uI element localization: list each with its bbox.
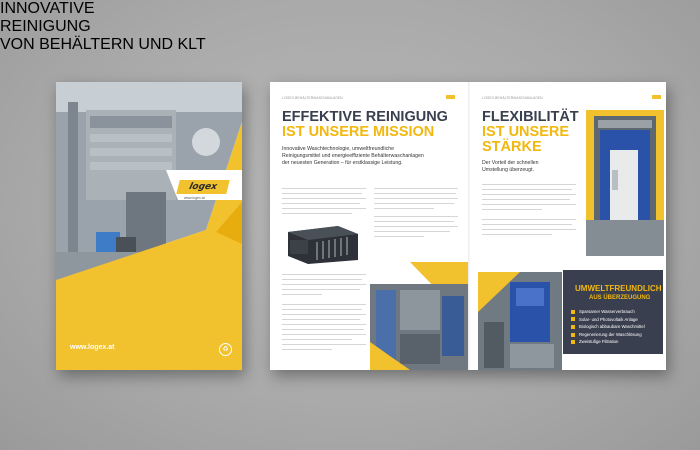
cover-url: www.logex.at — [70, 344, 115, 351]
eco-features-box — [563, 270, 663, 354]
left-heading-dark: EFFEKTIVE REINIGUNG — [282, 109, 448, 125]
right-bottom-photo — [470, 262, 562, 370]
eco-item-label: Biologisch abbaubare Waschmittel — [579, 324, 645, 330]
eco-item-label: Regenerierung der Waschlösung — [579, 331, 642, 337]
right-page-number-badge — [652, 95, 661, 99]
right-lead-line: Der Vorteil der schnellen — [482, 160, 539, 166]
right-lead-line: Umstellung überzeugt. — [482, 167, 534, 173]
eco-list-item — [571, 316, 645, 324]
cover-title-line3: VON BEHÄLTERN UND KLT — [0, 36, 206, 53]
eco-subtitle: AUS ÜBERZEUGUNG — [589, 295, 651, 301]
eco-item-label: Solar- und Photovoltaik Anlage — [579, 316, 638, 322]
eco-list-item — [571, 323, 645, 331]
filter-unit-photo — [282, 222, 366, 266]
left-page-number-badge — [446, 95, 455, 99]
eco-item-label: Sparsamer Wasserverbrauch — [579, 309, 635, 314]
brochure-inner-spread — [270, 82, 666, 370]
right-heading-dark: FLEXIBILITÄT — [482, 109, 579, 125]
eco-list — [571, 308, 645, 346]
eco-list-item — [571, 308, 645, 316]
logex-logo: logex — [176, 180, 229, 194]
eco-list-item — [571, 331, 645, 339]
cover-artwork — [56, 82, 242, 370]
bullet-square-icon — [571, 317, 575, 321]
left-lead-line: Reinigungsmittel und energieeffiziente Behälterwaschanlagen — [282, 153, 424, 159]
bullet-square-icon — [571, 310, 575, 314]
bullet-square-icon — [571, 333, 575, 337]
left-heading-yellow: IST UNSERE MISSION — [282, 124, 435, 140]
left-lead-text — [282, 146, 424, 167]
eco-item-label: Zweistufige Filtration — [579, 339, 619, 345]
left-bottom-photo — [370, 262, 468, 370]
bullet-square-icon — [571, 340, 575, 344]
recycle-badge-icon: ♻ — [219, 343, 232, 356]
right-lead-text — [482, 160, 539, 174]
eco-title: UMWELTFREUNDLICH — [575, 284, 662, 293]
eco-list-item — [571, 338, 645, 346]
brochure-cover — [56, 82, 242, 370]
right-heading-yellow-2: STÄRKE — [482, 139, 542, 155]
right-page-header: LOGEX BEHÄLTERWASCHANLAGEN — [482, 96, 543, 100]
left-lead-line: Innovative Waschtechnologie, umweltfreundliche — [282, 146, 394, 152]
left-lead-line: der neuesten Generation – für erstklassige Leistung. — [282, 160, 403, 166]
bullet-square-icon — [571, 325, 575, 329]
logo-url: www.logex.at — [184, 196, 205, 200]
cover-title-line1: INNOVATIVE — [0, 0, 95, 17]
right-heading-yellow-1: IST UNSERE — [482, 124, 570, 140]
cover-title-line2: REINIGUNG — [0, 18, 91, 35]
left-page-header: LOGEX BEHÄLTERWASCHANLAGEN — [282, 96, 343, 100]
right-top-photo — [586, 110, 664, 256]
